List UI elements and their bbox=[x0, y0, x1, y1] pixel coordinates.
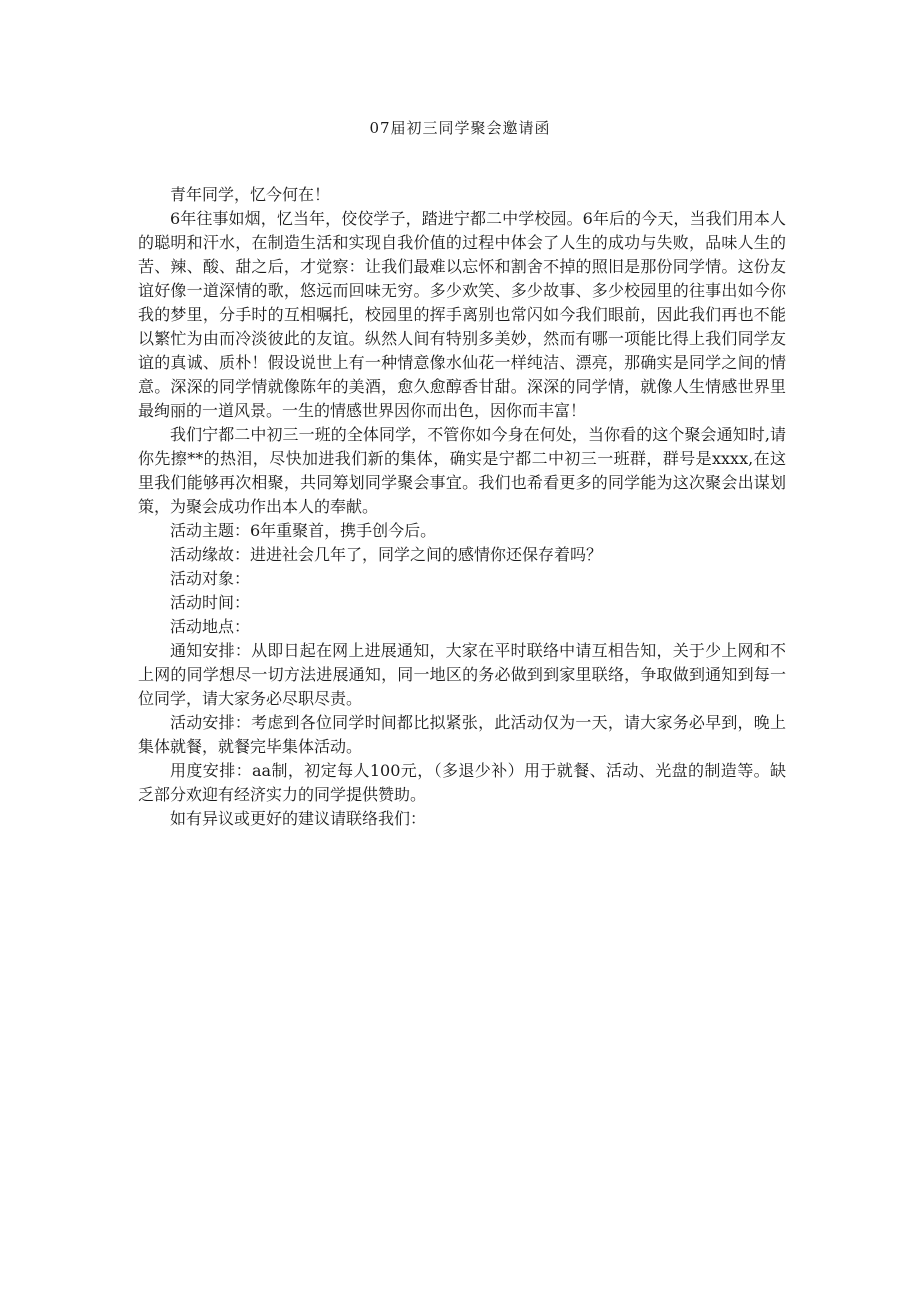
item-notice-arrangement: 通知安排：从即日起在网上进展通知，大家在平时联络中请互相告知，关于少上网和不上网的同学想尽一切方法进展通知，同一地区的务必做到到家里联络，争取做到通知到每一位同学，请大家务必尽职尽责。 bbox=[138, 641, 786, 708]
document-title: 07届初三同学聚会邀请函 bbox=[369, 119, 551, 137]
item-contact: 如有异议或更好的建议请联络我们： bbox=[170, 809, 427, 828]
item-location: 活动地点： bbox=[170, 617, 251, 636]
paragraph-intro: 6年往事如烟，忆当年，佼佼学子，踏进宁都二中学校园。6年后的今天，当我们用本人的聪明和汗水，在制造生活和实现自我价值的过程中体会了人生的成功与失败，品味人生的苦、辣、酸、甜之后，才觉察：让我们最难以忘怀和割舍不掉的照旧是那份同学情。这份友谊好像一道深情的歌，悠远而回味无穷。多少欢笑、多少故事、多少校园里的往事出如今你我的梦里，分手时的互相嘱托，校园里的挥手离别也常闪如今我们眼前，因此我们再也不能以繁忙为由而冷淡彼此的友谊。纵然人间有特别多美妙，然而有哪一项能比得上我们同学友谊的真诚、质朴！假设说世上有一种情意像水仙花一样纯洁、漂亮，那确实是同学之间的情意。深深的同学情就像陈年的美酒，愈久愈醇香甘甜。深深的同学情，就像人生情感世界里最绚丽的一道风景。一生的情感世界因你而出色，因你而丰富！ bbox=[138, 209, 786, 420]
greeting: 青年同学，忆今何在！ bbox=[170, 185, 331, 204]
paragraph-invitation: 我们宁都二中初三一班的全体同学，不管你如今身在何处，当你看的这个聚会通知时,请你先擦**的热泪，尽快加进我们新的集体，确实是宁都二中初三一班群，群号是xxxx,在这里我们能够再次相聚，共同筹划同学聚会事宜。我们也希看更多的同学能为这次聚会出谋划策，为聚会成功作出本人的奉献。 bbox=[138, 425, 786, 516]
item-theme: 活动主题：6年重聚首，携手创今后。 bbox=[170, 521, 437, 540]
item-reason: 活动缘故：进进社会几年了，同学之间的感情你还保存着吗？ bbox=[170, 545, 603, 564]
item-audience: 活动对象： bbox=[170, 569, 251, 588]
item-activity-arrangement: 活动安排：考虑到各位同学时间都比拟紧张，此活动仅为一天，请大家务必早到，晚上集体就餐，就餐完毕集体活动。 bbox=[138, 713, 786, 756]
item-cost-arrangement: 用度安排：aa制，初定每人100元，（多退少补）用于就餐、活动、光盘的制造等。缺乏部分欢迎有经济实力的同学提供赞助。 bbox=[138, 761, 786, 804]
document-body bbox=[138, 183, 786, 831]
item-time: 活动时间： bbox=[170, 593, 251, 612]
